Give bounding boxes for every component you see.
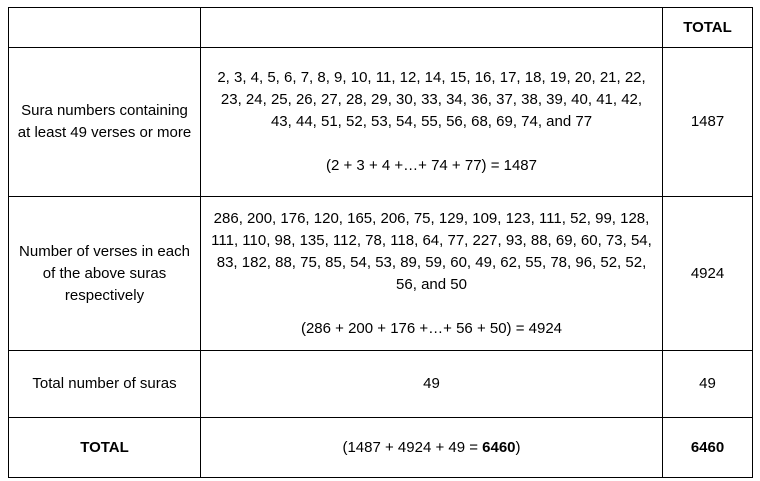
grand-total-expression [201, 418, 663, 478]
verse-count-list: 286, 200, 176, 120, 165, 206, 75, 129, 109, 123, 111, 52, 99, 128, 111, 110, 98, 135, 112, 78, 118, 64, 77, 227, 93, 88, 69, 60, 73, 54, 83, 182, 88, 75, 85, 54, 53, 89, 59, 60, 49, 62, 55, 78, 96, 52, 52, 56, and 50 [211, 209, 652, 293]
header-row [9, 8, 753, 48]
verse-count-sum: (286 + 200 + 176 +…+ 56 + 50) = 4924 [300, 319, 563, 337]
table-row-sura-count [9, 351, 753, 418]
row-total-sura-count: 49 [663, 351, 753, 418]
row-label-sura-count: Total number of suras [9, 351, 201, 418]
row-label-verse-counts: Number of verses in each of the above suras respectively [9, 197, 201, 351]
header-cell-details [201, 8, 663, 48]
row-details-sura-count: 49 [201, 351, 663, 418]
table-row-sura-numbers [9, 48, 753, 197]
grand-expr-result: 6460 [482, 438, 516, 456]
table-row-grand-total [9, 418, 753, 478]
grand-expr-suffix: ) [515, 438, 521, 456]
header-cell-total: TOTAL [663, 8, 753, 48]
grand-expr-prefix: (1487 + 4924 + 49 = [342, 438, 483, 456]
row-total-sura-numbers: 1487 [663, 48, 753, 197]
sura-verse-table [8, 7, 753, 478]
sura-number-sum: (2 + 3 + 4 +…+ 74 + 77) = 1487 [326, 157, 537, 174]
row-details-sura-numbers [201, 48, 663, 197]
row-details-verse-counts [201, 197, 663, 351]
row-label-sura-numbers: Sura numbers containing at least 49 verses or more [9, 48, 201, 197]
table-row-verse-counts [9, 197, 753, 351]
grand-total-value: 6460 [663, 418, 753, 478]
header-cell-label [9, 8, 201, 48]
sura-number-list: 2, 3, 4, 5, 6, 7, 8, 9, 10, 11, 12, 14, 15, 16, 17, 18, 19, 20, 21, 22, 23, 24, 25, 26, 27, 28, 29, 30, 33, 34, 36, 37, 38, 39, 40, 41, 42, 43, 44, 51, 52, 53, 54, 55, 56, 68, 69, 74, and 77 [217, 69, 646, 130]
row-total-verse-counts: 4924 [663, 197, 753, 351]
grand-total-label: TOTAL [9, 418, 201, 478]
